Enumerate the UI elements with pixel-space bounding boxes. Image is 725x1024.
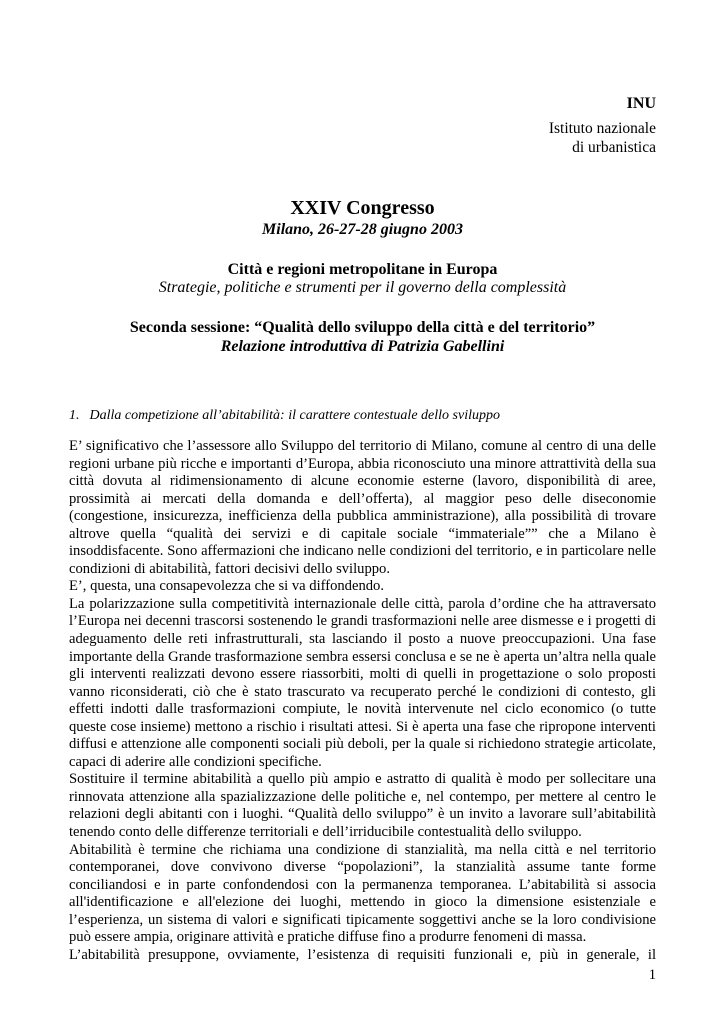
organization-name-line2: di urbanistica — [572, 139, 656, 156]
page-number: 1 — [648, 967, 656, 983]
paragraph: La polarizzazione sulla competitività internazionale delle città, parola d’ordine che ha attraversato l’Europa nei decenni trascorsi sostenendo le grandi trasformazioni nelle aree dismesse e i progetti di adeguamento delle reti infrastrutturali, sta lasciando il posto a nuove preoccupazioni. Una fase importante della Grande trasformazione sembra essersi conclusa e se ne è aperta un’altra nella quale gli interventi realizzati devono essere riassorbiti, molti di quelli in progettazione o solo proposti vanno riconsiderati, ciò che è stato trascurato va recuperato perché le condizioni di contesto, gli effetti indotti dalle trasformazioni compiute, le novità intervenute nel ciclo economico (o tutte queste cose insieme) mettono a rischio i risultati attesi. Si è aperta una fase che ripropone interventi diffusi e attenzione alle componenti sociali più deboli, per la quale si richiedono strategie articolate, capaci di aderire alle condizioni specifiche. — [69, 595, 656, 770]
paragraph: Sostituire il termine abitabilità a quello più ampio e astratto di qualità è modo per sollecitare una rinnovata attenzione alla spazializzazione delle politiche e, nel contempo, per mettere al centro le relazioni degli abitanti con i luoghi. “Qualità dello sviluppo” è un invito a lavorare sull’abitabilità tenendo conto delle differenze territoriali e dell’irriducibile contestualità dello sviluppo. — [69, 771, 656, 841]
organization-header — [549, 94, 656, 157]
paragraph: Abitabilità è termine che richiama una condizione di stanzialità, ma nella città e nel territorio contemporanei, dove convivono diverse “popolazioni”, la stanzialità assume tante forme conciliandosi e in parte confondendosi con la permanenza temporanea. L’abitabilità si associa all'identificazione e all'elezione dei luoghi, mettendo in gioco la dimensione esistenziale e l’esperienza, un sistema di valori e significati tipicamente soggettivi anche se la loro condivisione può essere ampia, originare attività e pratiche diffuse fino a produrre fenomeni di massa. — [69, 841, 656, 946]
session-report-author: Relazione introduttiva di Patrizia Gabellini — [220, 338, 505, 355]
section-heading — [69, 408, 500, 424]
session-title: Seconda sessione: “Qualità dello sviluppo della città e del territorio” — [129, 319, 596, 336]
congress-date: Milano, 26-27-28 giugno 2003 — [262, 221, 463, 238]
section-number: 1. — [69, 408, 80, 423]
theme-title: Città e regioni metropolitane in Europa — [227, 261, 498, 278]
paragraph: L’abitabilità presuppone, ovviamente, l’esistenza di requisiti funzionali e, più in generale, il — [69, 946, 656, 963]
body-text — [69, 438, 656, 964]
theme-subtitle: Strategie, politiche e strumenti per il governo della complessità — [158, 279, 567, 296]
paragraph: E’, questa, una consapevolezza che si va diffondendo. — [69, 578, 384, 595]
organization-name-line1: Istituto nazionale — [548, 120, 656, 137]
paragraph: E’ significativo che l’assessore allo Sviluppo del territorio di Milano, comune al centro di una delle regioni urbane più ricche e importanti d’Europa, abbia riconosciuto una minore attrattività della sua città dovuta al ridimensionamento di alcune economie esterne (lavoro, disponibilità di aree, prossimità ai mercati della domanda e dell’offerta), al maggior peso delle diseconomie (congestione, insicurezza, inefficienza della pubblica amministrazione), alla possibilità di trovare altrove quella “qualità dei servizi e di capitale sociale “immateriale”” che a Milano è insoddisfacente. Sono affermazioni che indicano nelle condizioni del territorio, e in particolare nelle condizioni di abitabilità, fattori decisivi dello sviluppo. — [69, 438, 656, 577]
organization-code: INU — [626, 95, 656, 112]
section-title: Dalla competizione all’abitabilità: il carattere contestuale dello sviluppo — [89, 408, 500, 423]
congress-title: XXIV Congresso — [290, 197, 435, 219]
